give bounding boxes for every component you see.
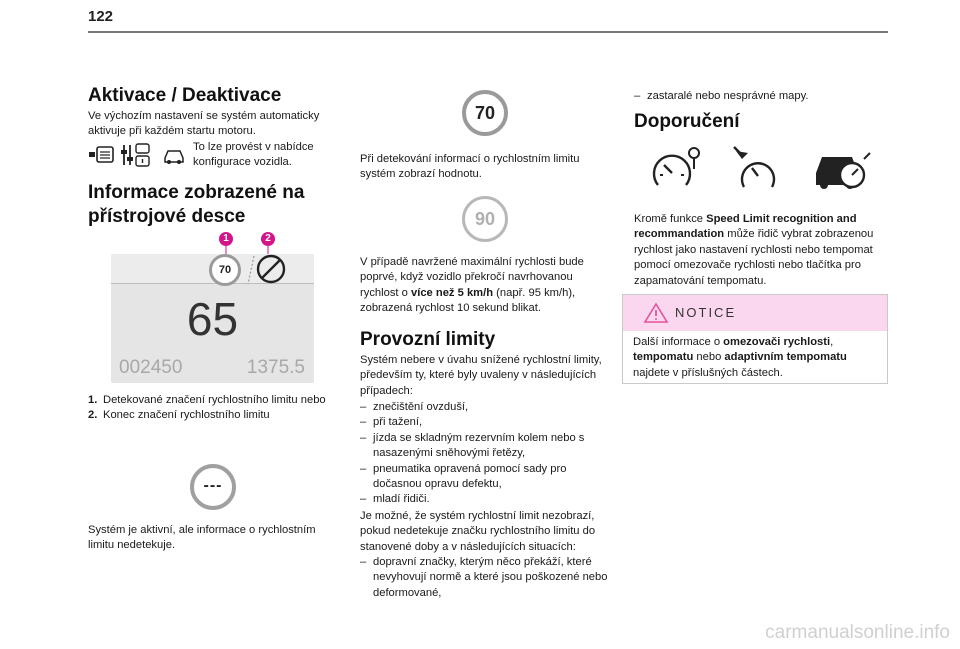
cluster-callout-1: 1 <box>219 232 233 246</box>
warning-triangle-icon <box>643 302 669 324</box>
cluster-legend <box>88 393 338 424</box>
heading-operating-limits: Provozní limity <box>360 329 496 350</box>
car-speedometer-icon <box>810 145 876 193</box>
heading-recommendations: Doporučení <box>634 111 740 132</box>
speedometer-pin-icon <box>650 145 706 191</box>
heading-cluster-info-line1: Informace zobrazené na <box>88 182 305 203</box>
list-item: – jízda se skladným rezervním kolem nebo s nasazenými sněhovými řetězy, <box>360 431 610 462</box>
watermark: carmanualsonline.info <box>765 622 950 643</box>
list-item: – mladí řidiči. <box>360 492 610 507</box>
cluster-odometer: 002450 <box>119 357 183 378</box>
cluster-callout-2: 2 <box>261 232 275 246</box>
unknown-intro: Je možné, že systém rychlostní limit nezobrazí, pokud nedetekuje značku rychlostního limitu do stanovené doby a v následujících situacích: <box>360 510 596 553</box>
car-outline-icon <box>162 146 186 166</box>
menu-sliders-icon <box>121 142 151 168</box>
end-of-limit-icon <box>255 254 287 285</box>
header-rule <box>88 31 888 33</box>
heading-activation: Aktivace / Deaktivace <box>88 85 282 106</box>
speedometer-arrow-icon <box>730 145 786 191</box>
activation-intro: Ve výchozím nastavení se systém automaticky aktivuje při každém startu motoru. <box>88 110 320 138</box>
list-item: – při tažení, <box>360 415 610 430</box>
instrument-cluster <box>111 254 314 383</box>
list-item: – dopravní značky, kterým něco překáží, které nevyhovují normě a které jsou poškozené nebo deformované, <box>360 555 610 601</box>
notice-title: NOTICE <box>675 305 737 320</box>
list-item: 2. Konec značení rychlostního limitu <box>88 409 270 422</box>
limits-list <box>360 400 610 508</box>
speed-sign-90: 90 <box>462 196 508 242</box>
config-icons <box>88 142 188 168</box>
phone-icon <box>88 144 114 166</box>
heading-cluster-info-line2: přístrojové desce <box>88 206 246 227</box>
page-number: 122 <box>88 8 114 25</box>
inactive-text: Systém je aktivní, ale informace o rychlostním limitu nedetekuje. <box>88 524 316 552</box>
detected-text: Při detekování informací o rychlostním limitu systém zobrazí hodnotu. <box>360 153 580 181</box>
list-item: – pneumatika opravená pomocí sady pro dočasnou opravu defektu, <box>360 462 610 493</box>
list-item: – zastaralé nebo nesprávné mapy. <box>634 89 884 104</box>
notice-box <box>622 294 888 384</box>
list-item: – znečištění ovzduší, <box>360 400 610 415</box>
recommendation-text: Kromě funkce Speed Limit recognition and recommandation může řidič vybrat zobrazenou rychlost jako nastavení rychlosti nebo tempomat pomocí omezovače rychlosti nebo tlačítka pro zapamatování tempomatu. <box>634 213 874 287</box>
cluster-trip: 1375.5 <box>246 357 305 378</box>
list-item: 1. Detekované značení rychlostního limitu nebo <box>88 394 326 406</box>
cluster-speed: 65 <box>186 293 239 345</box>
unknown-list <box>360 555 610 601</box>
notice-header <box>623 295 887 331</box>
speed-sign-70: 70 <box>462 90 508 136</box>
maps-item <box>634 89 884 104</box>
recommendation-icons <box>650 145 880 193</box>
cluster-speed-sign: 70 <box>209 254 241 286</box>
no-limit-sign: --- <box>190 464 236 510</box>
suggestion-text: V případě navržené maximální rychlosti bude poprvé, když vozidlo překročí navrhovanou rychlost o více než 5 km/h (např. 95 km/h), zobrazená rychlost 10 sekund blikat. <box>360 256 584 315</box>
config-note: To lze provést v nabídce konfigurace vozidla. <box>193 141 314 169</box>
notice-text: Další informace o omezovači rychlosti, tempomatu nebo adaptivním tempomatu najdete v příslušných částech. <box>633 336 847 379</box>
limits-intro: Systém nebere v úvahu snížené rychlostní limity, především ty, které byly uvaleny v následujících případech: <box>360 354 602 397</box>
